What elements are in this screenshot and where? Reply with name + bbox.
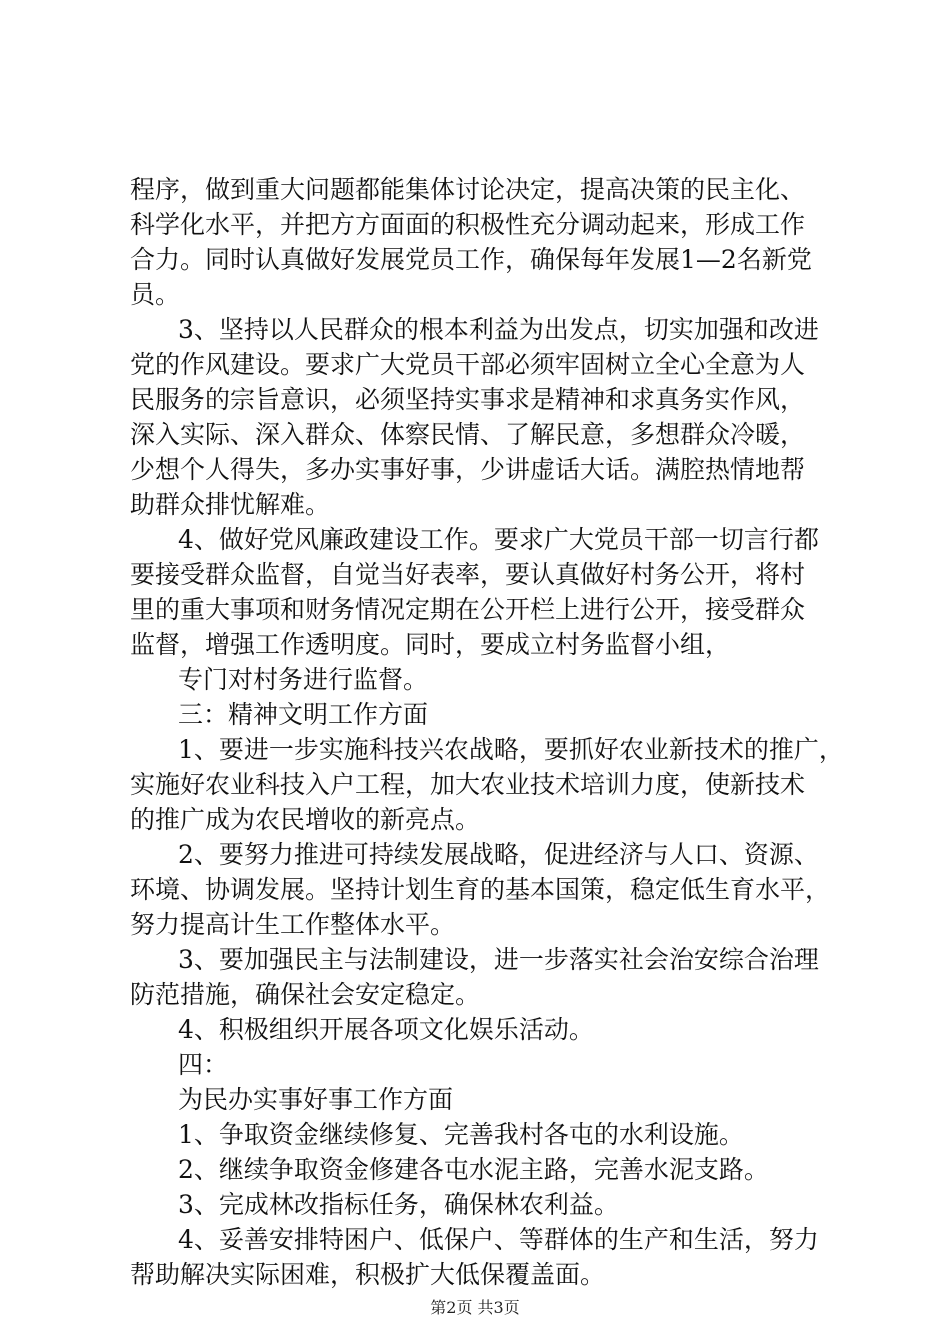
text-line: 里的重大事项和财务情况定期在公开栏上进行公开，接受群众 [130, 595, 806, 624]
paragraph-start-line: 3、要加强民主与法制建设，进一步落实社会治安综合治理 [178, 945, 819, 974]
text-line: 深入实际、深入群众、体察民情、了解民意，多想群众冷暖， [130, 420, 806, 449]
paragraph-start-line: 3、完成林改指标任务，确保林农利益。 [178, 1190, 619, 1219]
text-line: 科学化水平，并把方方面面的积极性充分调动起来，形成工作 [130, 210, 806, 239]
text-line: 帮助解决实际困难，积极扩大低保覆盖面。 [130, 1260, 606, 1289]
paragraph-start-line: 2、继续争取资金修建各屯水泥主路，完善水泥支路。 [178, 1155, 769, 1184]
section-heading: 三：精神文明工作方面 [178, 700, 429, 729]
text-line: 合力。同时认真做好发展党员工作，确保每年发展1—2名新党 [130, 245, 812, 274]
text-line: 少想个人得失，多办实事好事，少讲虚话大话。满腔热情地帮 [130, 455, 806, 484]
text-line: 员。 [130, 280, 181, 309]
paragraph-start-line: 1、要进一步实施科技兴农战略，要抓好农业新技术的推广， [178, 735, 844, 764]
page-number-footer: 第2页 共3页 [430, 1298, 520, 1317]
text-line: 防范措施，确保社会安定稳定。 [130, 980, 481, 1009]
text-line: 实施好农业科技入户工程，加大农业技术培训力度，使新技术 [130, 770, 806, 799]
text-line: 党的作风建设。要求广大党员干部必须牢固树立全心全意为人 [130, 350, 806, 379]
paragraph-start-line: 4、做好党风廉政建设工作。要求广大党员干部一切言行都 [178, 525, 819, 554]
text-line: 努力提高计生工作整体水平。 [130, 910, 456, 939]
paragraph-start-line: 4、妥善安排特困户、低保户、等群体的生产和生活，努力 [178, 1225, 819, 1254]
paragraph-start-line: 1、争取资金继续修复、完善我村各屯的水利设施。 [178, 1120, 744, 1149]
text-line: 要接受群众监督，自觉当好表率，要认真做好村务公开，将村 [130, 560, 806, 589]
text-line: 的推广成为农民增收的新亮点。 [130, 805, 481, 834]
text-line: 环境、协调发展。坚持计划生育的基本国策，稳定低生育水平， [130, 875, 831, 904]
section-heading: 四： [178, 1050, 229, 1079]
text-line: 助群众排忧解难。 [130, 490, 331, 519]
text-line: 民服务的宗旨意识，必须坚持实事求是精神和求真务实作风， [130, 385, 806, 414]
paragraph-start-line: 3、坚持以人民群众的根本利益为出发点，切实加强和改进 [178, 315, 819, 344]
paragraph-start-line: 2、要努力推进可持续发展战略，促进经济与人口、资源、 [178, 840, 819, 869]
paragraph-start-line: 专门对村务进行监督。 [178, 665, 429, 694]
text-line: 程序，做到重大问题都能集体讨论决定，提高决策的民主化、 [130, 175, 806, 204]
paragraph-start-line: 4、积极组织开展各项文化娱乐活动。 [178, 1015, 594, 1044]
section-heading: 为民办实事好事工作方面 [178, 1085, 454, 1114]
text-line: 监督，增强工作透明度。同时，要成立村务监督小组， [130, 630, 731, 659]
